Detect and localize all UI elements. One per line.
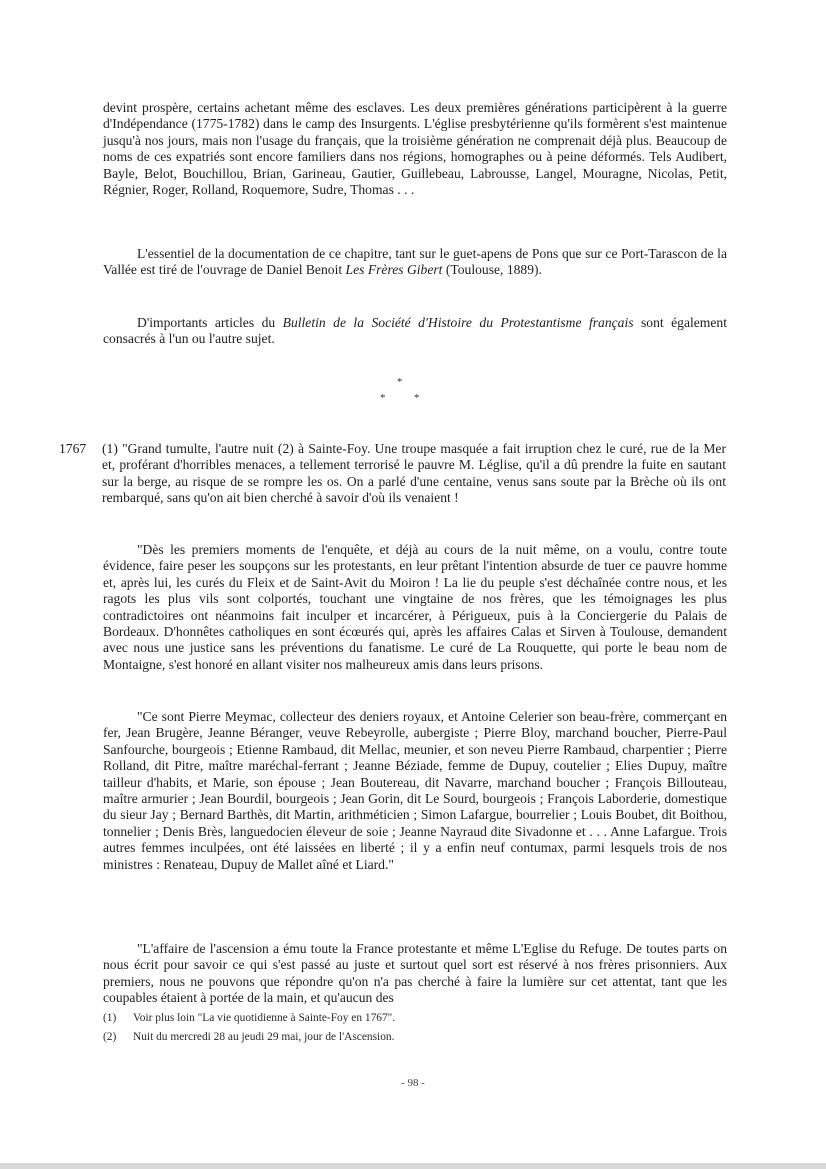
paragraph-text	[103, 246, 727, 279]
scan-edge	[0, 1163, 826, 1169]
footnote	[103, 1030, 394, 1045]
paragraph-documentation	[103, 246, 727, 279]
footnote-text: Nuit du mercredi 28 au jeudi 29 mai, jour de l'Ascension.	[133, 1031, 395, 1043]
paragraph-text	[103, 315, 727, 348]
page-number: - 98 -	[401, 1077, 425, 1089]
paragraph-text: devint prospère, certains achetant même des esclaves. Les deux premières générations participèrent à la guerre d'Indépendance (1775-1782) dans le camp des Insurgents. L'église presbytérienne qu'ils formèrent s'est maintenue jusqu'à nos jours, mais non l'usage du français, que la troisième génération ne comprenait déjà plus. Beaucoup de noms de ces expatriés sont encore familiers dans nos régions, homographes ou à peine déformés. Tels Audibert, Bayle, Belot, Bouchillou, Brian, Garineau, Gautier, Guillebeau, Labrousse, Langel, Mouragne, Nicolas, Petit, Régnier, Roger, Rolland, Roquemore, Sudre, Thomas . . .	[103, 100, 727, 198]
paragraph-articles	[103, 315, 727, 348]
year-label: 1767	[59, 441, 87, 456]
paragraph-affaire	[103, 941, 727, 1007]
paragraph-1767	[102, 441, 726, 507]
paragraph-accuses	[103, 709, 727, 873]
footnote	[103, 1011, 395, 1026]
asterism-star: *	[397, 376, 403, 388]
book-title: Les Frères Gibert	[345, 262, 443, 278]
asterism-star: *	[380, 392, 386, 404]
paragraph-intro	[103, 100, 727, 198]
paragraph-text: "Dès les premiers moments de l'enquête, et déjà au cours de la nuit même, on a voulu, contre toute évidence, faire peser les soupçons sur les protestants, en leur prêtant l'intention absurde de tuer ce pauvre homme et, après lui, les curés du Fleix et de Saint-Avit du Moiron ! La lie du peuple s'est déchaînée contre nous, et les ragots les plus vils sont colportés, touchant une vingtaine de nos frères, que les témoignages les plus contradictoires ont néanmoins fait inculper et incarcérer, à Périgueux, puis à la Conciergerie du Palais de Bordeaux. D'honnêtes catholiques en sont écœurés qui, après les affaires Calas et Sirven à Toulouse, demandent avec nous une justice sans les préventions du fanatisme. Le curé de La Rouquette, qui porte le beau nom de Montaigne, s'est honoré en allant visiter nos malheureux amis dans leurs prisons.	[103, 542, 727, 672]
footnote-text: Voir plus loin "La vie quotidienne à Sainte-Foy en 1767".	[133, 1012, 396, 1024]
text-run: (Toulouse, 1889).	[442, 262, 542, 278]
journal-title: Bulletin de la Société d'Histoire du Protestantisme français	[282, 315, 634, 330]
footnote-mark: (2)	[103, 1031, 117, 1043]
paragraph-enquete	[103, 542, 727, 673]
text-run: D'importants articles du	[137, 315, 283, 330]
paragraph-text: "Ce sont Pierre Meymac, collecteur des deniers royaux, et Antoine Celerier son beau-frère, commerçant en fer, Jean Brugère, Jeanne Béranger, veuve Rebeyrolle, aubergiste ; Pierre Bloy, marchand boucher, Pierre-Paul Sanfourche, bourgeois ; Etienne Rambaud, dit Mellac, meunier, et son neveu Pierre Rambaud, charpentier ; Pierre Rolland, dit Pitre, maître maréchal-ferrant ; Jeanne Béziade, femme de Dupuy, coutelier ; Elies Dupuy, maître tailleur d'habits, et Marie, son épouse ; Jean Boutereau, dit Navarre, marchand boucher ; François Billouteau, maître armurier ; Jean Bourdil, bourgeois ; Jean Gorin, dit Le Sourd, bourgeois ; François Laborderie, domestique du sieur Jay ; Bernard Barthès, dit Martin, arithméticien ; Simon Lafargue, bourrelier ; Louis Boubet, dit Boithou, tonnelier ; Denis Brès, languedocien éleveur de soie ; Jeanne Nayraud dite Sivadonne et . . . Anne Lafargue. Trois autres femmes inculpées, ont été laissées en liberté ; il y a enfin neuf contumax, parmi lesquels trois de nos ministres : Renateau, Dupuy de Mallet aîné et Liard."	[103, 709, 727, 872]
paragraph-text: "L'affaire de l'ascension a ému toute la France protestante et même L'Eglise du Refuge. De toutes parts on nous écrit pour savoir ce qui s'est passé au juste et surtout quel sort est réservé à nos frères prisonniers. Aux premiers, nous ne pouvons que répondre qu'on n'a pas cherché à faire la lumière sur cet attentat, tant que les coupables étaient à portée de la main, et qu'aucun des	[103, 941, 727, 1006]
text-run: L'essentiel de la documentation de ce chapitre, tant sur le guet-apens de Pons que sur ce Port-Tarascon de la Vallée est tiré de l'ouvrage de Daniel Benoit	[103, 246, 727, 278]
text-run: sont également consacrés à l'un ou l'autre sujet.	[103, 315, 727, 347]
footnote-mark: (1)	[103, 1012, 117, 1024]
asterism-star: *	[414, 392, 420, 404]
paragraph-text: (1) "Grand tumulte, l'autre nuit (2) à Sainte-Foy. Une troupe masquée a fait irruption chez le curé, rue de la Mer et, proférant d'horribles menaces, a tellement terrorisé le pauvre M. Léglise, qu'il a dû prendre la fuite en sautant sur la berge, au risque de se rompre les os. On a parlé d'une centaine, venus sans soute par la Brèche où ils ont rembarqué, sans qu'on ait bien cherché à savoir d'où ils venaient !	[102, 441, 726, 506]
